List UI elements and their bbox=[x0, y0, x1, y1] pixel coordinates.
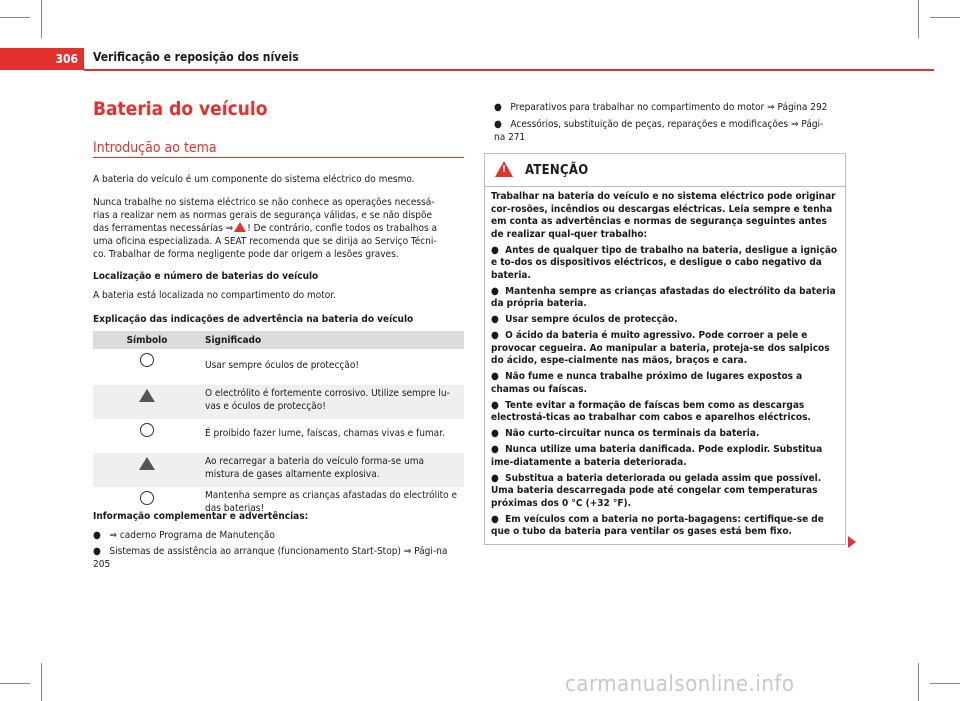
continue-arrow-icon[interactable] bbox=[848, 536, 856, 548]
list-item: ● Antes de qualquer tipo de trabalho na bateria, desligue a ignição e to-dos os dispositivos eléctricos, e desligue o cabo negativo da bateria. bbox=[491, 244, 838, 281]
warning-icon: ! bbox=[495, 161, 513, 177]
list-item: ● Não fume e nunca trabalhe próximo de lugares expostos a chamas ou faíscas. bbox=[491, 371, 803, 395]
table-row: Usar sempre óculos de protecção! bbox=[93, 349, 464, 385]
crop-mark bbox=[41, 663, 42, 701]
section-subtitle: Introdução ao tema bbox=[93, 140, 217, 156]
list-item[interactable]: ● Preparativos para trabalhar no compartimento do motor ⇒ Página 292 bbox=[494, 102, 828, 113]
list-item: ● Nunca utilize uma bateria danificada. Pode explodir. Substitua ime-diatamente a bateria deteriorada. bbox=[491, 444, 823, 468]
explosive-icon bbox=[139, 457, 155, 470]
warning-triangle-icon[interactable] bbox=[234, 222, 246, 232]
table-header: Símbolo Significado bbox=[93, 331, 464, 349]
crop-mark bbox=[930, 17, 960, 18]
table-row: É proibido fazer lume, faíscas, chamas vivas e fumar. bbox=[93, 419, 464, 453]
list-item: ● Em veículos com a bateria no porta-bagagens: certifique-se de que o tubo da bateria para ventilar os gases está bem fixo. bbox=[491, 513, 824, 537]
symbols-table bbox=[93, 331, 464, 521]
list-item[interactable]: ● Sistemas de assistência ao arranque (funcionamento Start-Stop) ⇒ Pági-na 205 bbox=[93, 546, 448, 570]
list-item: ● Substitua a bateria deteriorada ou gelada assim que possível. Uma bateria descarregada pode até congelar com temperaturas próximas dos 0 °C (+32 °F). bbox=[491, 472, 822, 509]
list-item: ● O ácido da bateria é muito agressivo. Pode corroer a pele e provocar cegueira. Ao manipular a bateria, proteja-se dos salpicos do ácido, espe-cialmente nas mãos, braços e cara. bbox=[491, 330, 830, 366]
table-row: Mantenha sempre as crianças afastadas do electrólito e das baterias! bbox=[93, 487, 464, 521]
warning-title: ATENÇÃO bbox=[525, 163, 589, 178]
subtitle-rule bbox=[93, 157, 464, 158]
location-block: Localização e número de baterias do veículo A bateria está localizada no compartimento do motor. bbox=[93, 271, 336, 301]
chapter-title: Verificação e reposição dos níveis bbox=[93, 50, 299, 64]
list-item: ● Usar sempre óculos de protecção. bbox=[491, 314, 678, 325]
no-children-icon bbox=[140, 491, 154, 505]
crop-mark bbox=[918, 663, 919, 701]
explanation-heading: Explicação das indicações de advertência na bateria do veículo bbox=[93, 314, 414, 325]
crop-mark bbox=[0, 17, 30, 18]
list-item[interactable]: ● ⇒ caderno Programa de Manutenção bbox=[93, 530, 275, 541]
goggles-icon bbox=[140, 353, 154, 367]
crop-mark bbox=[930, 683, 960, 684]
corrosive-icon bbox=[139, 389, 155, 402]
list-item: ● Não curto-circuitar nunca os terminais da bateria. bbox=[491, 428, 760, 439]
header-rule bbox=[84, 69, 934, 71]
info-heading: Informação complementar e advertências: bbox=[93, 511, 309, 522]
list-item[interactable]: ● Acessórios, substituição de peças, reparações e modificações ⇒ Pági-na 271 bbox=[494, 119, 824, 143]
crop-mark bbox=[918, 0, 919, 38]
warning-box bbox=[484, 153, 846, 545]
list-item: ● Tente evitar a formação de faíscas bem como as descargas electrostá-ticas ao trabalhar com cabos e aparelhos eléctricos. bbox=[491, 399, 811, 423]
page-number: 306 bbox=[0, 48, 84, 70]
no-fire-icon bbox=[140, 423, 154, 437]
warning-paragraph: Nunca trabalhe no sistema eléctrico se não conhece as operações necessá- rias a realizar nem as normas gerais de segurança válidas, e se não dispõe das ferramentas necessárias ⇒ ! De contrário, confie todos os trabalhos a uma oficina especializada. A SEAT recomenda que se dirija ao Serviço Técni- co. Trabalhar de forma negligente pode dar origem a lesões graves. bbox=[93, 197, 438, 260]
table-row: O electrólito é fortemente corrosivo. Utilize sempre lu-vas e óculos de protecção! bbox=[93, 385, 464, 419]
intro-paragraph: A bateria do veículo é um componente do sistema eléctrico do mesmo. bbox=[93, 174, 415, 185]
warning-header bbox=[485, 154, 845, 187]
crop-mark bbox=[41, 0, 42, 38]
list-item: ● Mantenha sempre as crianças afastadas do electrólito da bateria da própria bateria. bbox=[491, 285, 836, 309]
section-title: Bateria do veículo bbox=[93, 98, 268, 120]
watermark: carmanualsonline.info bbox=[565, 672, 795, 697]
crop-mark bbox=[0, 683, 30, 684]
table-row: Ao recarregar a bateria do veículo forma-se uma mistura de gases altamente explosiva. bbox=[93, 453, 464, 487]
warning-body: Trabalhar na bateria do veículo e no sistema eléctrico pode originar cor-rosões, incêndios ou descargas eléctricas. Leia sempre e tenha em conta as advertências e normas de segurança seguintes antes de realizar qual-quer trabalho: ● Antes de qualquer tipo de trabalho na bateria, desligue a ignição e to-dos os dispositivos eléctricos, e desligue o cabo negativo da bateria. ● Mantenha sempre as crianças afastadas do electrólito da bateria da própria bateria. ● Usar sempre óculos de protecção. ● O ácido da bateria é muito agressivo. Pode corroer a pele e provocar cegueira. Ao manipular a bateria, proteja-se dos salpicos do ácido, espe-cialmente nas mãos, braços e cara. ● Não fume e nunca trabalhe próximo de lugares expostos a chamas ou faíscas. ● Tente evitar a formação de faíscas bem como as descargas electrostá-ticas ao trabalhar com cabos e aparelhos eléctricos. ● Não curto-circuitar nunca os terminais da bateria. ● Nunca utilize uma bateria danificada. Pode explodir. Substitua ime-diatamente a bateria deteriorada. ● Substitua a bateria deteriorada ou gelada assim que possível. Uma bateria descarregada pode até congelar com temperaturas próximas dos 0 °C (+32 °F). ● Em veículos com a bateria no porta-bagagens: certifique-se de que o tubo da bateria para ventilar os gases está bem fixo. bbox=[491, 191, 838, 537]
